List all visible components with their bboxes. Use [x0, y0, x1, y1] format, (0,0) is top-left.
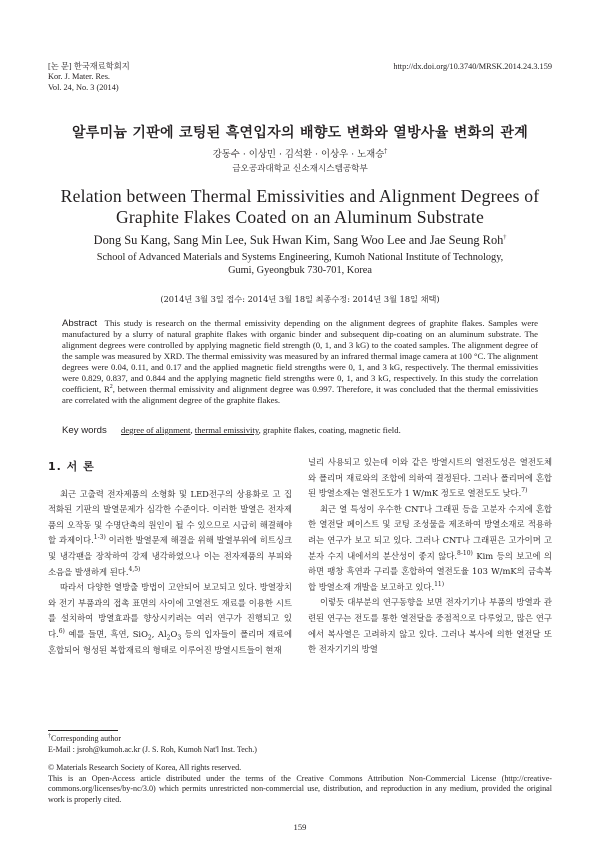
title-korean: 알루미늄 기판에 코팅된 흑연입자의 배향도 변화와 열방사율 변화의 관계 — [71, 125, 529, 141]
paragraph-4 — [308, 502, 552, 596]
abstract-text-2: , between thermal emissivity and alignment degree was 0.997. Therefore, it was concluded that the thermal emissivities are correlated with the alignment degree of the graphite flakes. — [62, 384, 538, 405]
affiliation-english — [60, 251, 540, 277]
paragraph-1-text-b: 이러한 발열문제 해결을 위해 발열부위에 히트싱크 및 냉각팬을 장착하여 강제 냉각하였으나 이는 전자제품의 부피와 소음을 발생하게 된다. — [48, 535, 292, 577]
citation: 1-3) — [93, 534, 106, 542]
footnote-mark: † — [48, 733, 51, 740]
affiliation-korean: 금오공과대학교 신소재시스템공학부 — [232, 164, 368, 174]
subscript: 2 — [166, 634, 171, 642]
copyright-notice — [48, 763, 552, 806]
paragraph-5: 이렇듯 대부분의 연구동향을 보면 전자기기나 부품의 방열과 관련된 연구는 전도를 통한 열전달을 중점적으로 다루었고, 많은 연구에서 복사열은 고려하지 않고 있다. 그러나 복사에 의한 열전달 또한 전자기기의 방열 — [308, 597, 552, 655]
footnote-email: E-Mail : jsroh@kumoh.ac.kr (J. S. Roh, Kumoh Nat'l Inst. Tech.) — [48, 744, 257, 754]
paragraph-2-text-b: 예를 들면, 흑연, SiO — [64, 628, 148, 639]
title-english-line-2: Graphite Flakes Coated on an Aluminum Substrate — [115, 207, 485, 227]
paragraph-4-text-a: 최근 열 특성이 우수한 CNT나 그래핀 등을 고분자 수지에 혼합한 열전달 페이스트 및 코팅 조성물을 제조하여 방열소재로 적용하려는 연구가 보고 되고 있다. 그러나 CNT나 그래핀은 고가이며 고분자 수지 내에서의 분산성이 좋지 않다. — [308, 503, 552, 561]
authors-english-names: Dong Su Kang, Sang Min Lee, Suk Hwan Kim, Sang Woo Lee and Jae Seung Roh — [93, 233, 504, 247]
citation: 4,5) — [128, 565, 141, 573]
journal-name-kr: [논 문] 한국재료학회지 — [48, 62, 130, 71]
corresponding-mark-en: † — [503, 234, 507, 241]
affiliation-english-line-1: School of Advanced Materials and Systems Engineering, Kumoh National Institute of Technology, — [96, 252, 504, 263]
keyword-alignment[interactable]: degree of alignment — [120, 425, 191, 435]
citation: 11) — [434, 580, 445, 588]
title-english — [40, 186, 560, 228]
authors-korean — [40, 146, 560, 160]
paragraph-2-text-e: 등의 입자들이 폴리머 재료에 혼합되어 형성된 복합재료의 형태로 이루어진 방열시트들이 현재 — [48, 628, 292, 655]
paragraph-3-text: 널리 사용되고 있는데 이와 같은 방열시트의 열전도성은 열전도체와 폴리머 재료와의 조합에 의하여 결정된다. 그러나 폴리머에 혼합된 방열소재는 열전도도가 1 W/mK 정도로 열전도도 낮다. — [308, 457, 552, 499]
paragraph-2 — [48, 580, 292, 658]
paragraph-2-text-a: 따라서 다양한 열방출 방법이 고안되어 보고되고 있다. 방열장치와 전기 부품과의 접촉 표면의 사이에 고열전도 재료를 이용한 시트를 설치하여 방열효과를 향상시키려는 여러 연구가 진행되고 있다. — [48, 582, 292, 639]
journal-header — [48, 62, 130, 93]
footnote-rule — [48, 730, 118, 731]
paragraph-2-text-c: , Al — [151, 628, 167, 639]
citation: 8-10) — [457, 549, 473, 557]
abstract-text-1: This study is research on the thermal emissivity depending on the alignment degrees of graphite flakes. Samples were manufactured by a slurry of natural graphite flakes with organic binder and subsequent dip-coating on an aluminum substrate. The alignment degrees were controlled by applying magnetic field strength (0, 1, and 3 kG) to the coated samples. The alignment degree of the sample was measured by XRD. The thermal emissivity was measured by an infrared thermal image camera at 100 °C. The alignment degrees were 0.04, 0.11, and 0.17 and the applied magnetic field strengths were 0, 1, and 3 kG, respectively. The thermal emissivities were 0.829, 0.837, and 0.844 and the applying magnetic field strengths were 0, 1, and 3 kG, respectively. In this study the correlation coefficient, R — [62, 318, 538, 394]
title-english-line-1: Relation between Thermal Emissivities and Alignment Degrees of — [60, 186, 540, 206]
paragraph-4-text-b: Kim 등의 보고에 의하면 팽창 흑연과 구리를 혼합하여 열전도율 103 W/mK의 금속복합 방열소재 개발을 보고하고 있다. — [308, 550, 552, 592]
footnote — [48, 734, 292, 755]
journal-volume: Vol. 24, No. 3 (2014) — [48, 82, 119, 92]
body-column-left — [48, 455, 292, 658]
keyword-emissivity[interactable]: thermal emissivity — [194, 425, 259, 435]
citation: 7) — [521, 487, 528, 495]
paragraph-2-text-d: O — [170, 628, 178, 639]
body-column-right — [308, 455, 552, 658]
authors-english — [30, 233, 570, 248]
journal-name-en: Kor. J. Mater. Res. — [48, 72, 110, 82]
abstract — [62, 318, 538, 406]
corresponding-mark: † — [384, 147, 388, 155]
page-number: 159 — [293, 822, 307, 832]
subscript: 2 — [147, 634, 152, 642]
paragraph-3 — [308, 455, 552, 502]
keywords: Key words degree of alignment, thermal emissivity, graphite flakes, coating, magnetic field. — [62, 425, 401, 436]
keywords-label: Key words — [62, 425, 107, 436]
submission-dates: (2014년 3월 3일 접수: 2014년 3월 18일 최종수정: 2014년 3월 18일 채택) — [160, 294, 440, 304]
abstract-label: Abstract — [62, 318, 98, 329]
section-heading-introduction: 1. 서 론 — [48, 460, 95, 473]
keywords-rest: , graphite flakes, coating, magnetic field. — [258, 425, 401, 435]
paragraph-1 — [48, 487, 292, 581]
copyright-license: This is an Open-Access article distributed under the terms of the Creative Commons Attribution Non-Commercial License (http://creative-commons.org/licenses/by-nc/3.0) which permits unrestricted non-commercial use, distribution, and reproduction in any medium, provided the original work is properly cited. — [48, 773, 552, 805]
citation: 6) — [58, 628, 65, 636]
affiliation-english-line-2: Gumi, Gyeongbuk 730-701, Korea — [228, 265, 372, 276]
footnote-line-1: Corresponding author — [51, 734, 121, 743]
authors-korean-names: 강동수 · 이상민 · 김석환 · 이상우 · 노재승 — [212, 149, 385, 160]
paragraph-1-text-a: 최근 고출력 전자제품의 소형화 및 LED전구의 상용화로 고 집적화된 기판의 발열문제가 심각한 수준이다. 이러한 발열은 전자제품의 오작동 및 수명단축의 원인이 될 수 있으므로 시급히 해결해야 할 과제이다. — [48, 488, 292, 546]
copyright-line-1: © Materials Research Society of Korea, All rights reserved. — [48, 763, 242, 772]
subscript: 3 — [177, 634, 182, 642]
doi-link[interactable]: http://dx.doi.org/10.3740/MRSK.2014.24.3.159 — [393, 62, 552, 71]
abstract-r-superscript: 2 — [109, 384, 113, 391]
footnote-corresponding — [48, 734, 292, 745]
